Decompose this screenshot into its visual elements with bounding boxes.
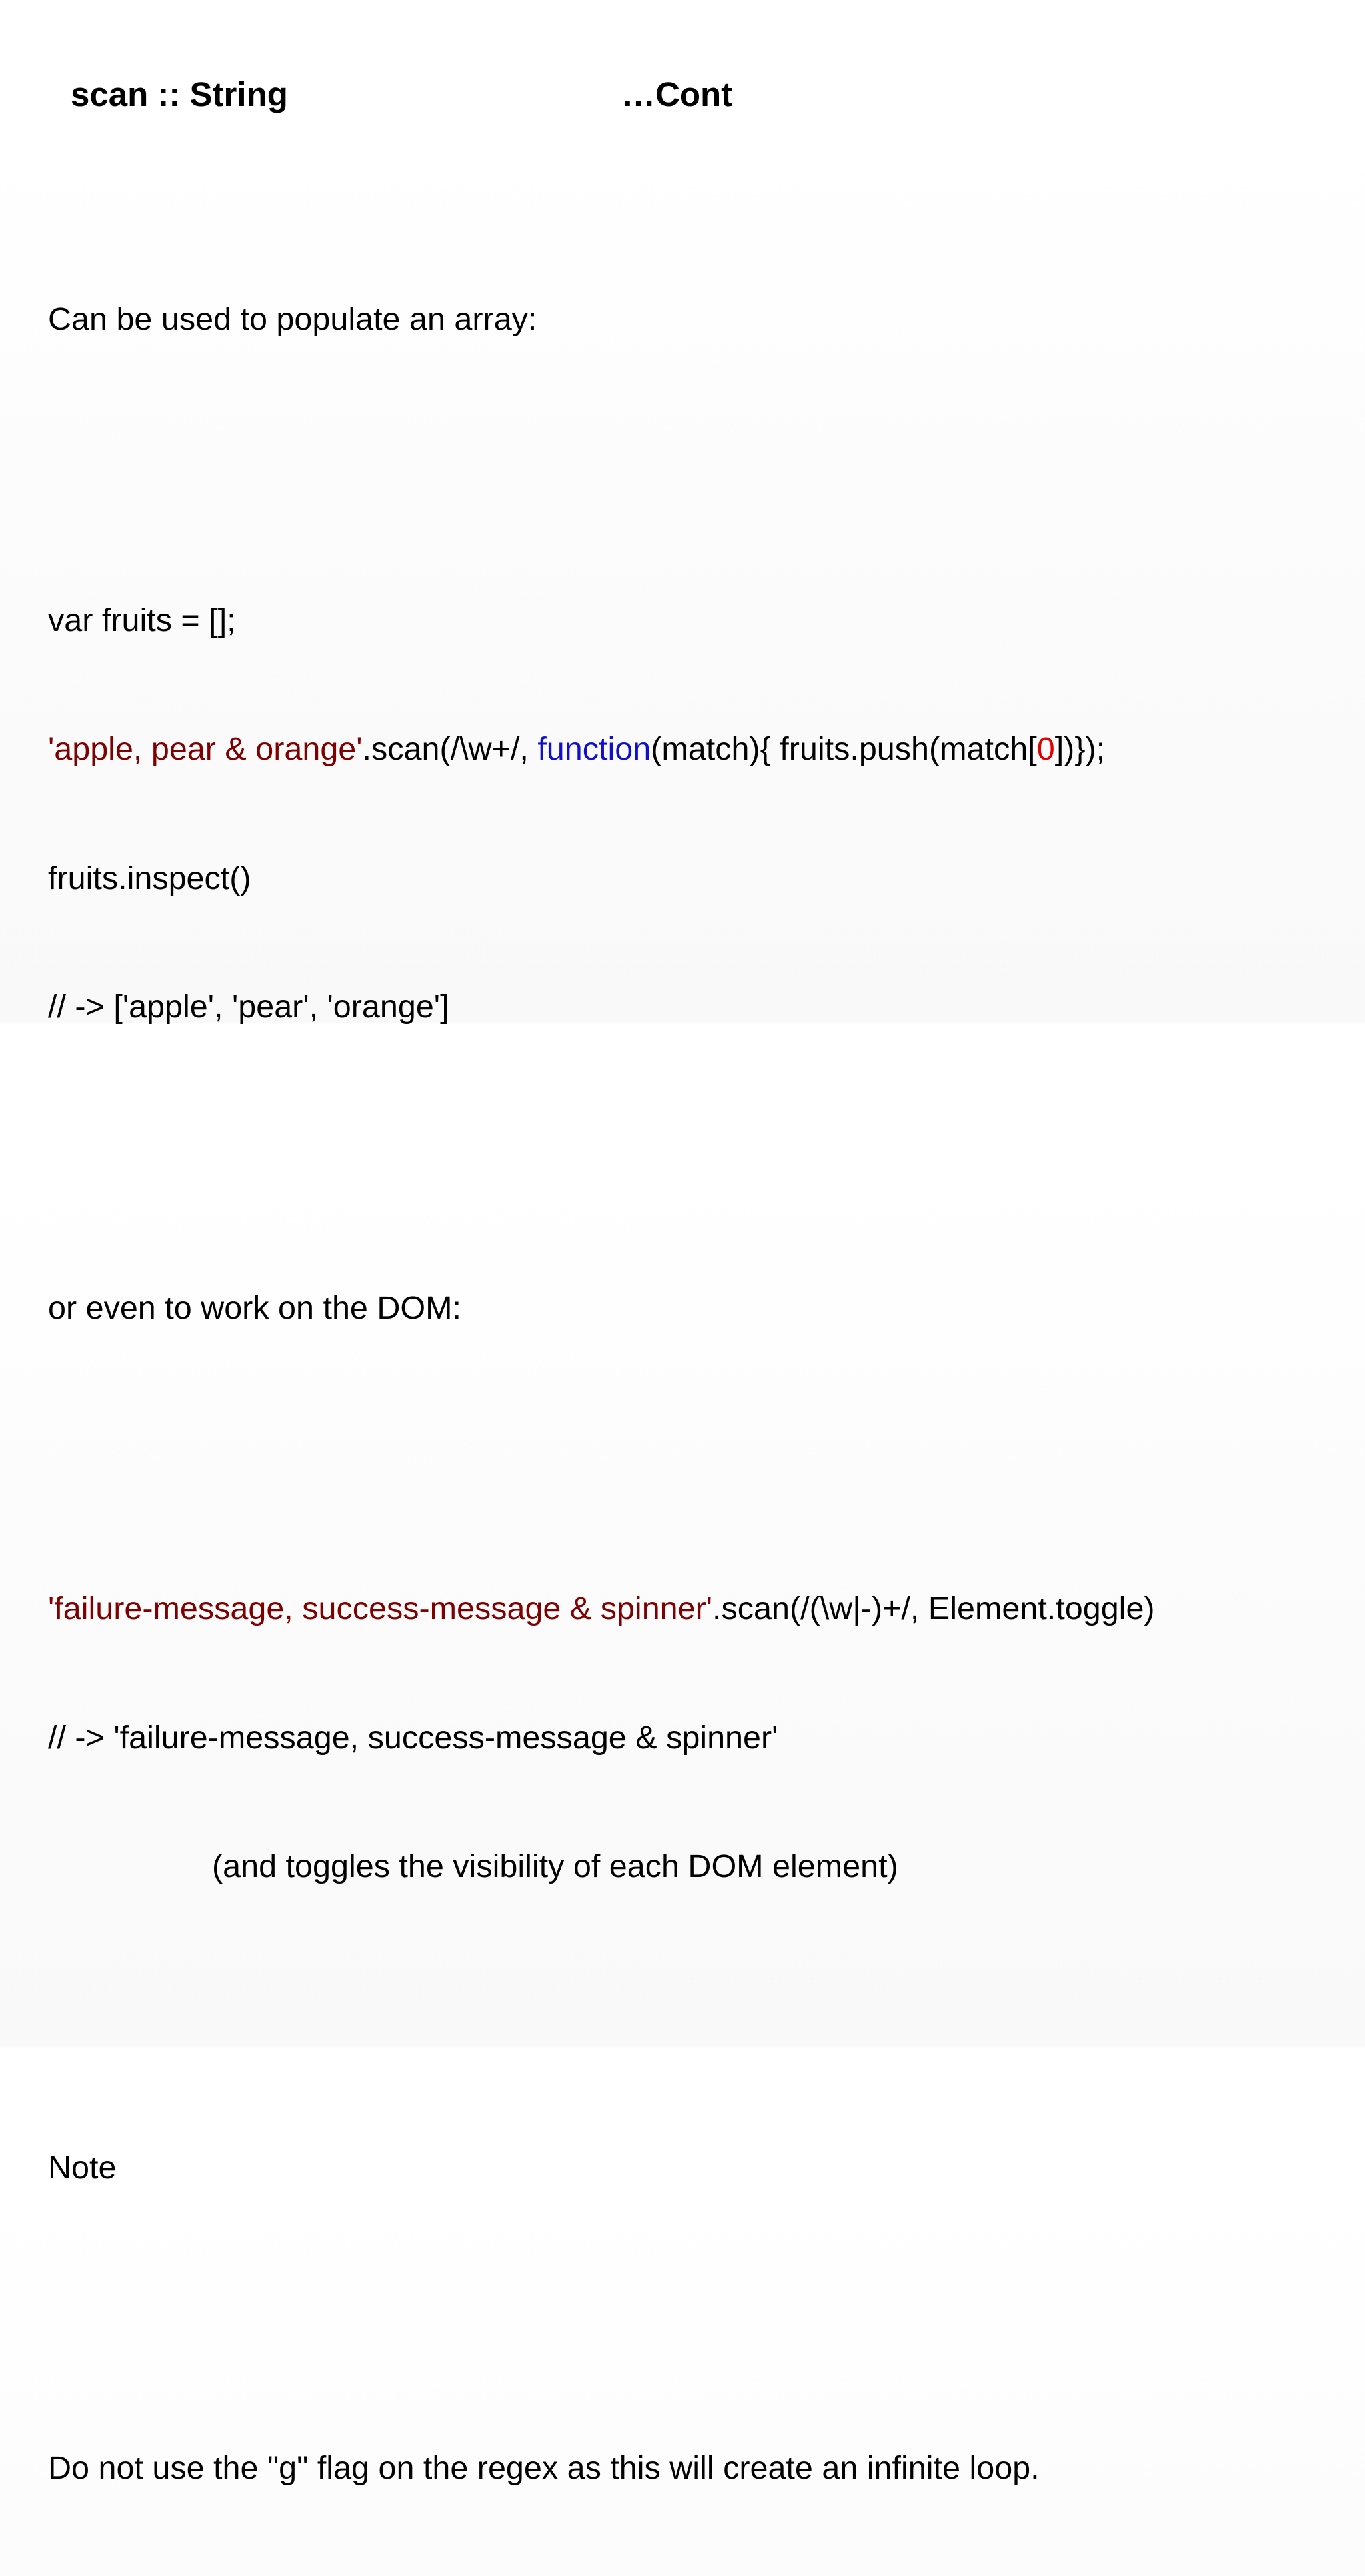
- code-text: (match){ fruits.push(match[: [651, 731, 1037, 767]
- code-line-result-comment: // -> ['apple', 'pear', 'orange']: [48, 989, 449, 1025]
- code-line-dom-result-comment: // -> 'failure-message, success-message & spinner': [48, 1719, 778, 1756]
- code-string-literal: 'failure-message, success-message & spinner': [48, 1591, 713, 1626]
- slide-title-continued: …Cont: [621, 75, 733, 113]
- spacer: [48, 1115, 1155, 1158]
- spacer: [48, 1974, 1155, 2018]
- code-text: .scan(/\w+/,: [362, 731, 538, 767]
- note-heading: Note: [48, 2149, 117, 2186]
- code-line-var-fruits: var fruits = [];: [48, 602, 236, 638]
- spacer: [48, 1415, 1155, 1459]
- code-text: .scan(/(\w|-)+/, Element.toggle): [712, 1591, 1155, 1626]
- code-line-scan-function: [48, 728, 1155, 771]
- slide-body: [48, 212, 1155, 2576]
- code-line-dom-scan: [48, 1587, 1155, 1630]
- code-text: ])});: [1054, 731, 1106, 767]
- code-line-dom-explanation: [48, 1845, 1155, 1888]
- code-line-inspect: fruits.inspect(): [48, 860, 251, 896]
- dom-intro-text: or even to work on the DOM:: [48, 1289, 461, 1326]
- code-string-literal: 'apple, pear & orange': [48, 731, 363, 767]
- code-number: 0: [1036, 731, 1055, 767]
- code-keyword: function: [537, 731, 651, 767]
- slide-title: scan :: String: [71, 75, 288, 113]
- note-text: Do not use the "g" flag on the regex as this will create an infinite loop.: [48, 2450, 1040, 2486]
- spacer: [48, 2275, 1155, 2318]
- explanation-text: (and toggles the visibility of each DOM element): [212, 1848, 898, 1884]
- intro-text: Can be used to populate an array:: [48, 301, 537, 337]
- spacer: [48, 427, 1155, 470]
